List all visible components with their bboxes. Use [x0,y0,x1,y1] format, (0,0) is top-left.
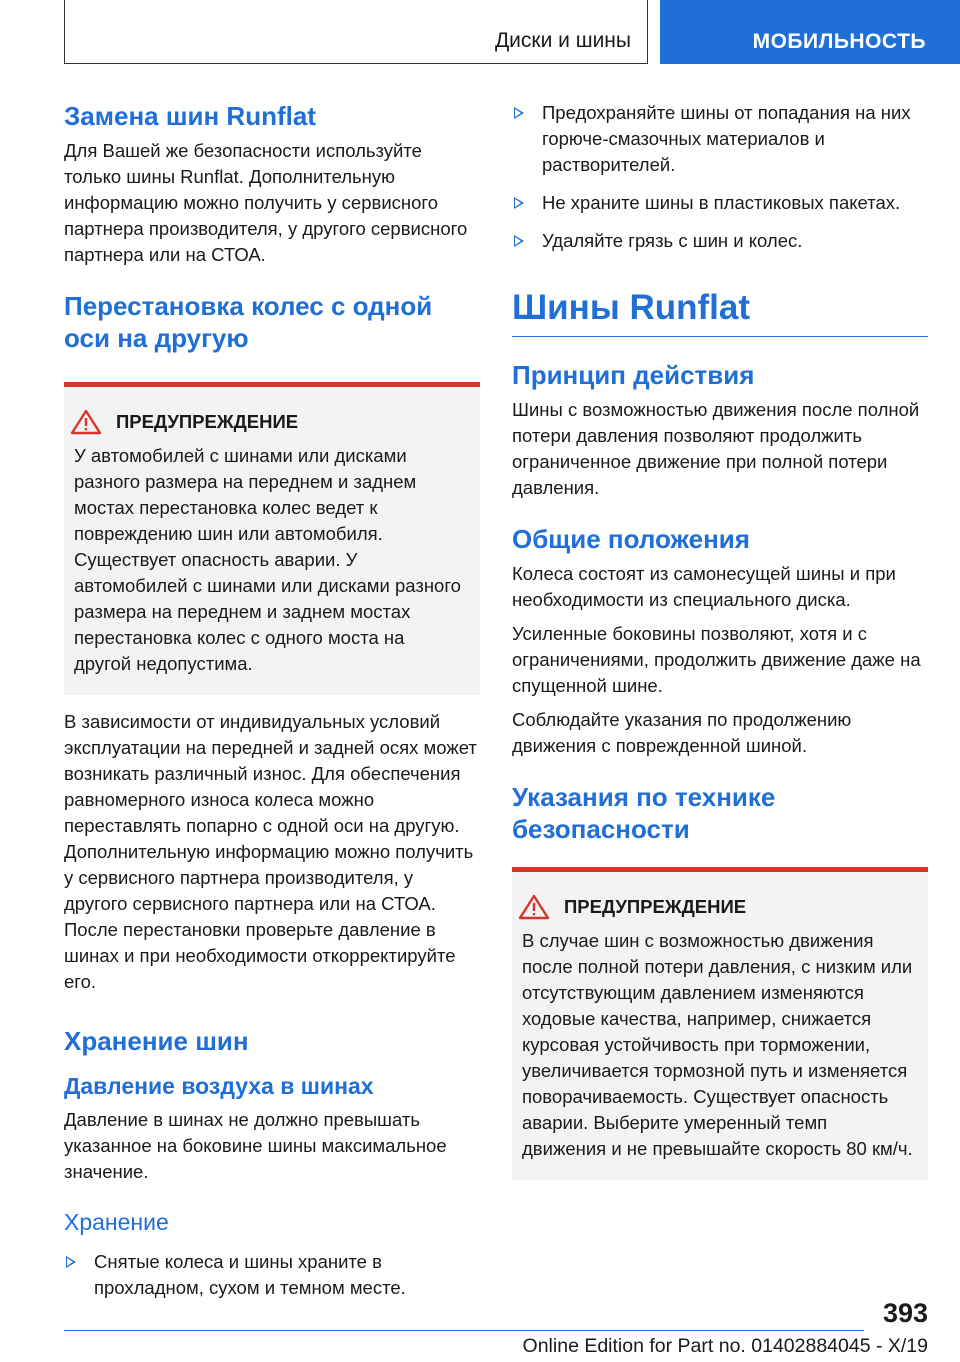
header-chapter-tab [660,0,960,64]
bullet-triangle-icon [514,197,524,209]
storage-bullet-list-left [64,1249,480,1301]
general-heading: Общие положения [512,524,750,554]
tire-pressure-text: Давление в шинах не должно превышать указанное на боковине шины максимальное значение. [64,1109,447,1182]
warning-title: ПРЕДУПРЕЖДЕНИЕ [564,896,747,917]
general-text-3: Соблюдайте указания по продолжению движения с поврежденной шиной. [512,709,852,756]
list-item: Удаляйте грязь с шин и колес. [512,228,928,254]
bullet-triangle-icon [514,107,524,119]
wheel-swap-text: В зависимости от индивидуальных условий эксплуатации на передней и задней осях может возникать различный износ. Для обеспечения равномерного износа колеса можно переставлять попарно с одной оси на другую. Дополнительную информацию можно получить у сервисного партнера производителя, у другого сервисного партнера или на СТОА. После перестановки проверьте давление в шинах и при необходимости откорректируйте его. [64,711,477,992]
principle-text: Шины с возможностью движения после полной потери давления позволяют продолжить ограниченное движение при полной потери давления. [512,399,920,498]
list-item: Не храните шины в пластиковых пакетах. [512,190,928,216]
list-item: Предохраняйте шины от попадания на них горюче-смазочных материалов и растворителей. [512,100,928,178]
header-section-title: Диски и шины [494,29,631,52]
warning-header [518,894,914,920]
tire-pressure-heading: Давление воздуха в шинах [64,1073,374,1099]
storage-subheading: Хранение [64,1209,169,1235]
footer-edition: Online Edition for Part no. 01402884045 - X/19 [522,1335,928,1357]
warning-box-swap [64,382,480,695]
warning-header [70,409,466,435]
replace-runflat-text: Для Вашей же безопасности используйте только шины Runflat. Дополнительную информацию можно получить у сервисного партнера производителя, у другого сервисного партнера или на СТОА. [64,140,468,265]
warning-title: ПРЕДУПРЕЖДЕНИЕ [116,411,299,432]
wheel-swap-heading: Перестановка колес с одной оси на другую [64,291,433,353]
left-column [64,100,480,1313]
footer-divider [64,1330,864,1331]
warning-triangle-icon [70,409,102,435]
general-text-1: Колеса состоят из самонесущей шины и при необходимости из специального диска. [512,563,896,610]
header-section-box [64,0,648,64]
list-item: Снятые колеса и шины храните в прохладном, сухом и темном месте. [64,1249,480,1301]
warning-text: У автомобилей с шинами или дисками разного размера на переднем и заднем мостах перестановка колес ведет к повреждению шин или автомобиля. Существует опасность аварии. У автомобилей с шинами или дисками разного размера на переднем и заднем мостах перестановка колес с одного моста на другой недопустима. [74,445,461,674]
runflat-chapter-heading: Шины Runflat [512,286,928,337]
warning-triangle-icon [518,894,550,920]
replace-runflat-heading: Замена шин Runflat [64,101,316,131]
right-column [512,100,928,1180]
header-chapter-title: МОБИЛЬНОСТЬ [752,30,926,53]
storage-bullet-list-right [512,100,928,254]
general-text-2: Усиленные боковины позволяют, хотя и с ограничениями, продолжить движение даже на спущенной шине. [512,623,921,696]
page-number: 393 [882,1298,928,1328]
warning-box-safety [512,867,928,1180]
principle-heading: Принцип действия [512,360,755,390]
warning-text: В случае шин с возможностью движения после полной потери давления, с низким или отсутствующим давлением изменяются ходовые качества, например, снижается курсовая устойчивость при торможении, увеличивается тормозной путь и изменяется поворачиваемость. Существует опасность аварии. Выберите умеренный темп движения и не превышайте скорость 80 км/ч. [522,930,913,1159]
tire-storage-heading: Хранение шин [64,1026,249,1056]
safety-heading: Указания по технике безопасности [512,782,776,844]
bullet-triangle-icon [66,1256,76,1268]
bullet-triangle-icon [514,235,524,247]
